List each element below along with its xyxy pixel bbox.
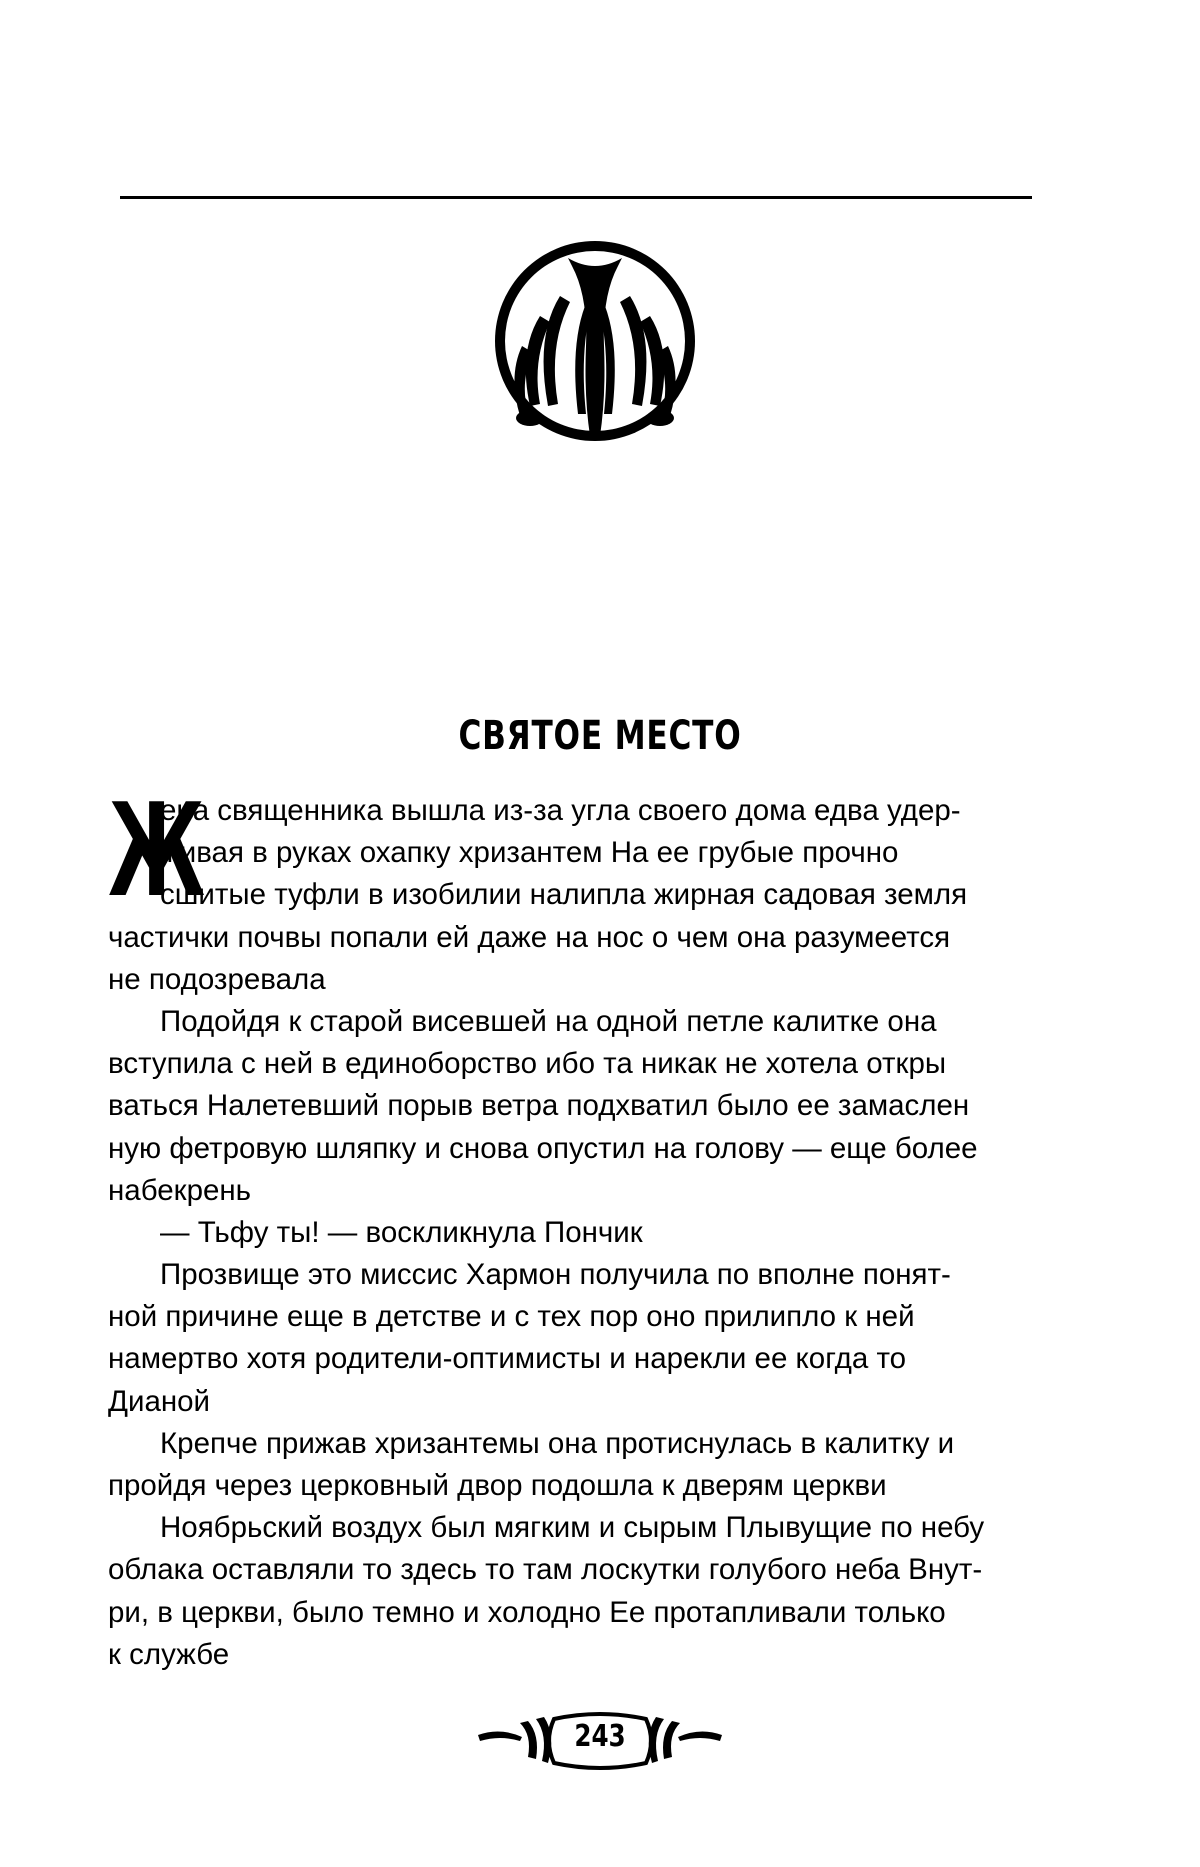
body-text [108, 777, 1068, 1676]
text-line: пройдя через церковный двор подошла к дверям церкви [108, 1469, 887, 1502]
text-line: Ноябрьский воздух был мягким и сырым Плывущие по небу [160, 1511, 985, 1545]
text-line: живая в руках охапку хризантем На ее грубые прочно [160, 836, 899, 870]
chapter-emblem-icon [490, 236, 700, 446]
text-line: ена священника вышла из-за угла своего дома едва удер- [160, 794, 961, 827]
text-line: намертво хотя родители-оптимисты и нарекли ее когда то [108, 1342, 907, 1376]
text-line: набекрень [108, 1173, 252, 1207]
drop-cap: Ж [108, 777, 206, 926]
text-line: ваться Налетевший порыв ветра подхватил было ее замаслен [108, 1089, 970, 1123]
text-line: облака оставляли то здесь то там лоскутки голубого неба Внут- [108, 1553, 983, 1587]
page-number: 243 [574, 1719, 626, 1754]
text-line: ной причине еще в детстве и с тех пор оно прилипло к ней [108, 1300, 915, 1334]
text-line: Крепче прижав хризантемы она протиснулась в калитку и [160, 1426, 955, 1460]
text-line: сшитые туфли в изобилии налипла жирная садовая земля [160, 878, 968, 912]
text-line: Подойдя к старой висевшей на одной петле калитке она [160, 1004, 937, 1038]
text-line: ную фетровую шляпку и снова опустил на голову — еще более [108, 1131, 978, 1165]
text-line: к службе [108, 1637, 230, 1671]
chapter-title: СВЯТОЕ МЕСТО [458, 713, 742, 759]
text-line: вступила с ней в единоборство ибо та никак не хотела откры [108, 1047, 947, 1081]
text-line: Дианой [108, 1384, 211, 1418]
text-line: частички почвы попали ей даже на нос о чем она разумеется [108, 920, 951, 954]
top-rule [120, 196, 1032, 199]
text-line: Прозвище это миссис Хармон получила по вполне понят- [160, 1258, 951, 1292]
text-line: — Тьфу ты! — воскликнула Пончик [160, 1215, 643, 1249]
text-line: не подозревала [108, 962, 326, 996]
text-line: ри, в церкви, было темно и холодно Ее протапливали только [108, 1595, 946, 1629]
